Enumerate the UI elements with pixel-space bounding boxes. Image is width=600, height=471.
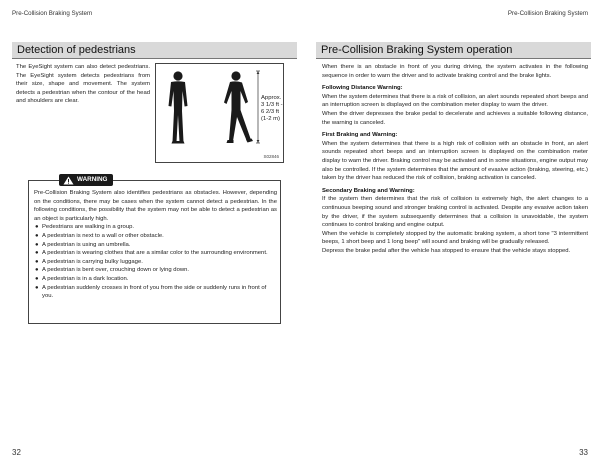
secondary-braking-text-3: Depress the brake pedal after the vehicle has stopped to ensure that the vehicle stays stopped. [322,247,571,254]
following-distance-text-2: When the driver depresses the brake pedal to decelerate and achieves a suitable following distance, the warning is canceled. [322,110,588,126]
page-number-left: 32 [12,448,21,457]
right-page [300,0,600,471]
dimension-label-line-4: (1-2 m) [261,116,280,122]
list-item: ● A pedestrian is wearing clothes that are a similar color to the surrounding environment. [35,250,268,257]
pedestrian-intro-text: The EyeSight system can also detect pedestrians. The EyeSight system detects pedestrians from their size, shape and movement. The system detects a pedestrian when the contour of the head and shoulders are clear. [16,64,150,105]
height-dimension-line [256,71,260,143]
warning-badge-label: WARNING [77,176,108,183]
secondary-braking-text-2: When the vehicle is completely stopped by the automatic braking system, a short tone "3 intermittent beeps, 1 short beep and 1 long beep" will sound and braking will be gradually released. [322,230,588,246]
list-item: ● A pedestrian is in a dark location. [35,275,129,282]
first-braking-text: When the system determines that there is a high risk of collision with an obstacle in front, an alert sounds repeated short beeps and an interruption screen is displayed on the combination meter display to warn the driver. Braking control may be activated and in some situations, engine output may also be controlled. If the system determines that the amount of evasive action (braking, steering, etc.) taken by the driver has reduced the risk of collision, braking activation is canceled. [322,140,588,182]
section-title-pedestrians: Detection of pedestrians [12,42,297,59]
walking-person-icon [224,71,253,143]
dimension-label-line-2: 3 1/3 ft - [261,102,283,108]
warning-box [28,176,281,324]
standing-person-icon [169,71,188,143]
running-head-right: Pre-Collision Braking System [507,10,588,17]
pedestrian-figure [155,63,284,163]
dimension-label-line-1: Approx. [261,95,282,101]
section-title-operation: Pre-Collision Braking System operation [316,42,591,59]
page-number-right: 33 [579,448,588,457]
operation-text-column [322,63,588,259]
running-head-left: Pre-Collision Braking System [12,10,93,17]
list-item: ● A pedestrian suddenly crosses in front of you from the side or suddenly runs in front of you. [35,284,267,300]
first-braking-heading: First Braking and Warning: [322,132,398,139]
figure-code: S02846 [263,154,279,159]
list-item: ● A pedestrian is carrying bulky luggage. [35,258,143,265]
warning-condition-list [34,223,277,300]
list-item: ● A pedestrian is using an umbrella. [35,241,131,248]
warning-badge [59,174,113,186]
list-item: ● A pedestrian is next to a wall or other obstacle. [35,232,164,239]
following-distance-text-1: When the system determines that there is a risk of collision, an alert sounds repeated short beeps and an interruption screen is displayed on the combination meter display to warn the driver. [322,93,588,109]
dimension-label-line-3: 6 2/3 ft [261,109,280,115]
warning-triangle-icon [63,176,74,185]
secondary-braking-text-1: If the system then determines that the risk of collision is extremely high, the alert changes to a continuous beeping sound and stronger braking control is activated. Despite any evasive action taken by the driver, if the system subsequently determines that a collision is unavoidable, the system continues to control braking and engine output. [322,196,588,229]
warning-content [34,189,277,301]
warning-text: Pre-Collision Braking System also identifies pedestrians as obstacles. However, depending on the conditions, there may be cases when the system cannot detect a pedestrian. In the following conditions, the possibility that the system may not be able to detect a pedestrian as an object is particularly high. [34,190,277,222]
list-item: ● A pedestrian is bent over, crouching down or lying down. [35,267,190,274]
figure-dimension-label [261,95,283,123]
secondary-braking-heading: Secondary Braking and Warning: [322,187,415,194]
following-distance-heading: Following Distance Warning: [322,85,403,92]
operation-intro-text: When there is an obstacle in front of you during driving, the system activates in the following sequence in order to warn the driver and to activate braking control and the brake lights. [322,64,588,79]
list-item: ● Pedestrians are walking in a group. [35,224,135,231]
